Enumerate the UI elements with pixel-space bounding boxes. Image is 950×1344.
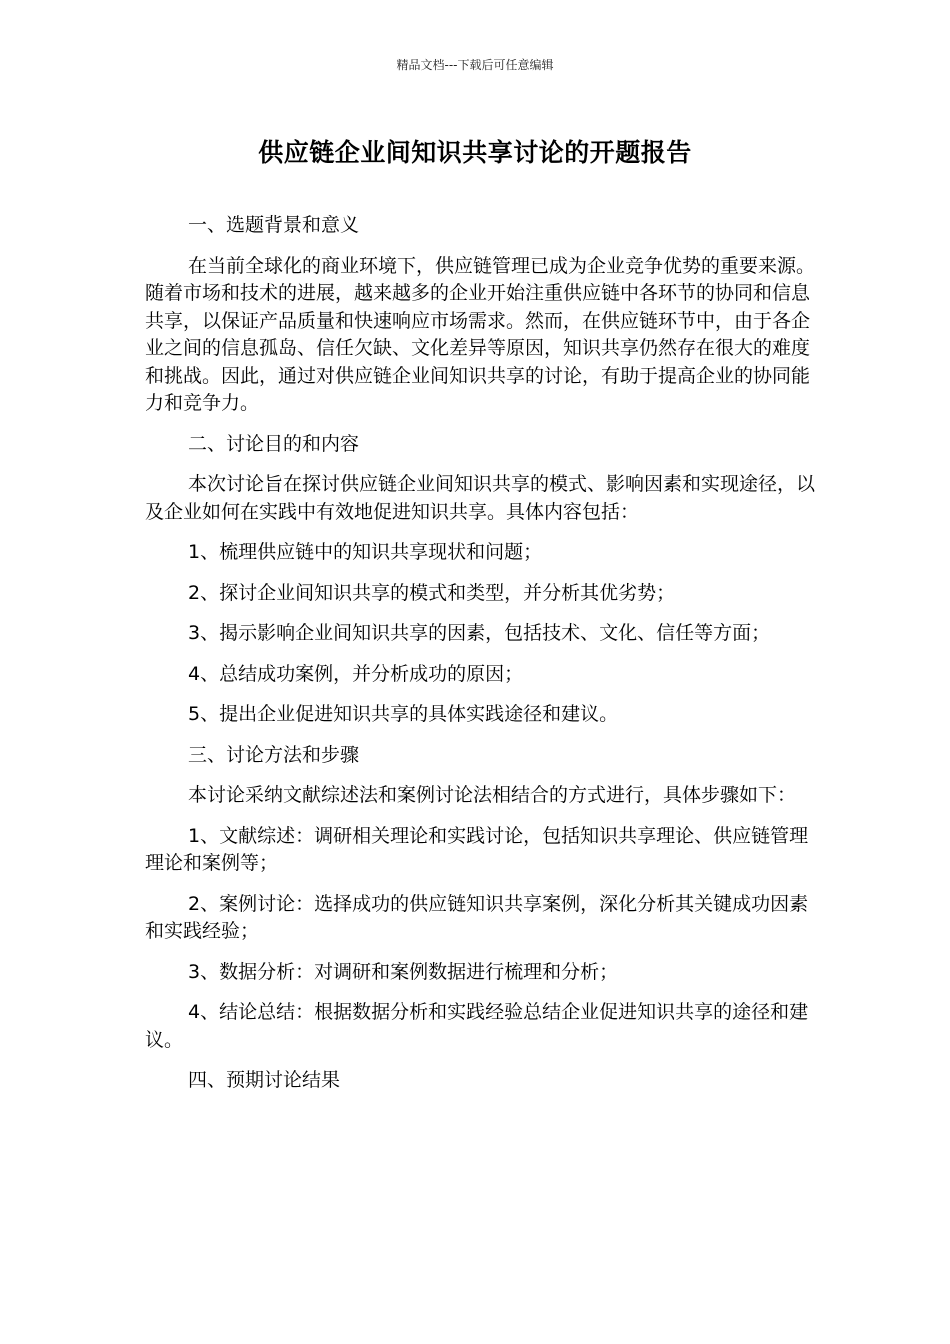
- section-2-item-5: 5、提出企业促进知识共享的具体实践途径和建议。: [188, 703, 619, 725]
- section-2-item-1: 1、梳理供应链中的知识共享现状和问题；: [188, 541, 543, 563]
- section-heading-3: 三、讨论方法和步骤: [188, 743, 360, 766]
- section-heading-4: 四、预期讨论结果: [188, 1069, 341, 1091]
- section-3-step-2: 2、案例讨论：选择成功的供应链知识共享案例，深化分析其关键成功因素和实践经验；: [145, 892, 809, 942]
- section-heading-2: 二、讨论目的和内容: [188, 432, 360, 455]
- section-2-item-3: 3、揭示影响企业间知识共享的因素，包括技术、文化、信任等方面；: [188, 622, 771, 644]
- section-3-step-4: 4、结论总结：根据数据分析和实践经验总结企业促进知识共享的途径和建议。: [145, 1001, 809, 1051]
- section-3-paragraph: 本讨论采纳文献综述法和案例讨论法相结合的方式进行，具体步骤如下：: [188, 784, 797, 806]
- section-2-item-4: 4、总结成功案例，并分析成功的原因；: [188, 662, 524, 685]
- section-2-item-2: 2、探讨企业间知识共享的模式和类型，并分析其优劣势；: [188, 581, 676, 604]
- section-heading-1: 一、选题背景和意义: [188, 214, 360, 236]
- section-1-paragraph: 在当前全球化的商业环境下，供应链管理已成为企业竞争优势的重要来源。随着市场和技术的进展，越来越多的企业开始注重供应链中各环节的协同和信息共享，以保证产品质量和快速响应市场需求。然而，在供应链环节中，由于各企业之间的信息孤岛、信任欠缺、文化差异等原因，知识共享仍然存在很大的难度和挑战。因此，通过对供应链企业间知识共享的讨论，有助于提高企业的协同能力和竞争力。: [145, 254, 816, 414]
- section-3-step-3: 3、数据分析：对调研和案例数据进行梳理和分析；: [188, 960, 619, 983]
- section-3-step-1: 1、文献综述：调研相关理论和实践讨论，包括知识共享理论、供应链管理理论和案例等；: [145, 824, 809, 874]
- document-body: [145, 212, 815, 1108]
- page-header: 精品文档---下载后可任意编辑: [396, 58, 554, 72]
- section-2-paragraph: 本次讨论旨在探讨供应链企业间知识共享的模式、影响因素和实现途径，以及企业如何在实践中有效地促进知识共享。具体内容包括：: [145, 473, 816, 523]
- document-title: 供应链企业间知识共享讨论的开题报告: [258, 138, 692, 167]
